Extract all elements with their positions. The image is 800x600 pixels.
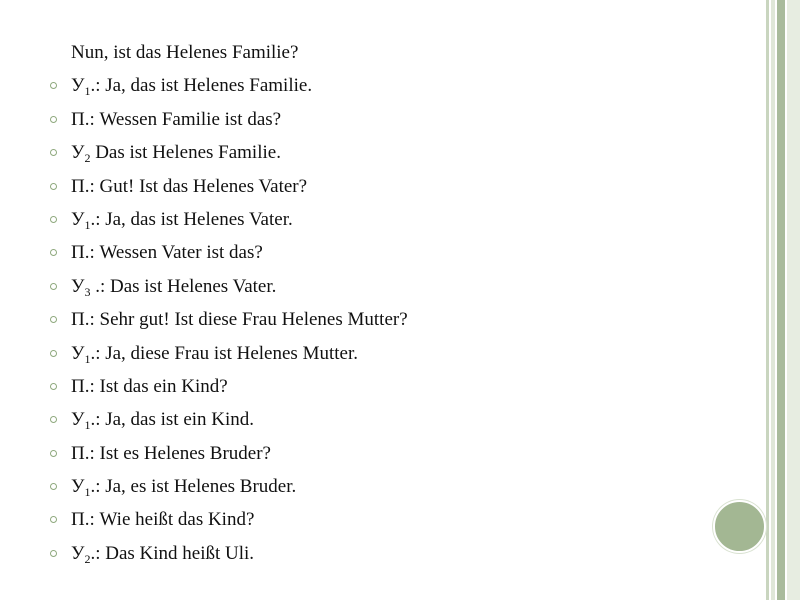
bullet-icon [50,416,57,423]
bullet-icon [50,383,57,390]
speaker-label: П. [71,309,90,331]
intro-line [0,36,740,69]
speaker-label: П. [71,442,90,464]
bullet-icon [50,249,57,256]
intro-text: Nun, ist das Helenes Familie? [71,42,299,63]
dialogue-line [0,270,740,303]
utterance: .: Das ist Helenes Vater. [90,275,277,297]
speaker-label: У [71,75,85,97]
dialogue-text [71,303,408,336]
dialogue-line [0,503,740,536]
decorative-stripe [777,0,785,600]
dialogue-text [71,503,254,536]
decorative-stripe [787,0,800,600]
dialogue-line [0,337,740,370]
bullet-icon [50,283,57,290]
utterance: .: Ja, das ist Helenes Familie. [90,75,313,97]
utterance: Das ist Helenes Familie. [90,142,281,164]
dialogue-line [0,303,740,336]
dialogue-text [71,136,281,169]
utterance: .: Das Kind heißt Uli. [90,542,255,564]
dialogue-text [71,270,276,303]
utterance: .: Ja, es ist Helenes Bruder. [90,476,297,498]
utterance: .: Ja, das ist Helenes Vater. [90,208,293,230]
speaker-label: У [71,208,85,230]
speaker-index: 1 [84,351,91,366]
dialogue-text [71,470,296,503]
dialogue-text [71,370,228,403]
utterance: : Wessen Familie ist das? [89,108,282,130]
dialogue-text [71,403,254,436]
speaker-index: 1 [84,217,91,232]
bullet-icon [50,550,57,557]
speaker-label: У [71,542,85,564]
dialogue-text [71,537,254,570]
bullet-icon [50,149,57,156]
bullet-icon [50,516,57,523]
utterance: : Wie heißt das Kind? [89,509,255,531]
dialogue-line [0,370,740,403]
speaker-index: 3 [84,284,91,299]
speaker-label: У [71,275,85,297]
speaker-label: У [71,476,85,498]
utterance: .: Ja, diese Frau ist Helenes Mutter. [90,342,358,364]
dialogue-text [71,337,358,370]
dialogue-text [71,103,281,136]
utterance: : Ist das ein Kind? [89,375,228,397]
utterance: .: Ja, das ist ein Kind. [90,409,255,431]
speaker-label: П. [71,375,90,397]
utterance: : Sehr gut! Ist diese Frau Helenes Mutter? [89,309,408,331]
dialogue-text [71,69,312,102]
dialogue-line [0,170,740,203]
dialogue-text [71,236,263,269]
speaker-label: У [71,409,85,431]
speaker-index: 2 [84,151,91,166]
speaker-index: 1 [84,485,91,500]
speaker-index: 1 [84,84,91,99]
speaker-label: У [71,342,85,364]
decorative-stripe [771,0,775,600]
speaker-index: 1 [84,418,91,433]
bullet-icon [50,116,57,123]
dialogue-line [0,136,740,169]
speaker-label: У [71,142,85,164]
utterance: : Wessen Vater ist das? [89,242,263,264]
speaker-label: П. [71,242,90,264]
dialogue-line [0,470,740,503]
bullet-icon [50,483,57,490]
dialogue-line [0,103,740,136]
dialogue-text [71,170,307,203]
dialogue-line [0,437,740,470]
dialogue-line [0,236,740,269]
decorative-stripe [766,0,769,600]
bullet-icon [50,450,57,457]
utterance: : Gut! Ist das Helenes Vater? [89,175,308,197]
bullet-icon [50,350,57,357]
bullet-icon [50,82,57,89]
dialogue-list [0,36,740,570]
dialogue-line [0,69,740,102]
dialogue-line [0,403,740,436]
bullet-icon [50,183,57,190]
utterance: : Ist es Helenes Bruder? [89,442,271,464]
speaker-label: П. [71,175,90,197]
bullet-icon [50,216,57,223]
speaker-label: П. [71,509,90,531]
bullet-icon [50,316,57,323]
dialogue-text [71,437,271,470]
speaker-label: П. [71,108,90,130]
dialogue-text [71,203,293,236]
dialogue-line [0,203,740,236]
dialogue-line [0,537,740,570]
speaker-index: 2 [84,551,91,566]
